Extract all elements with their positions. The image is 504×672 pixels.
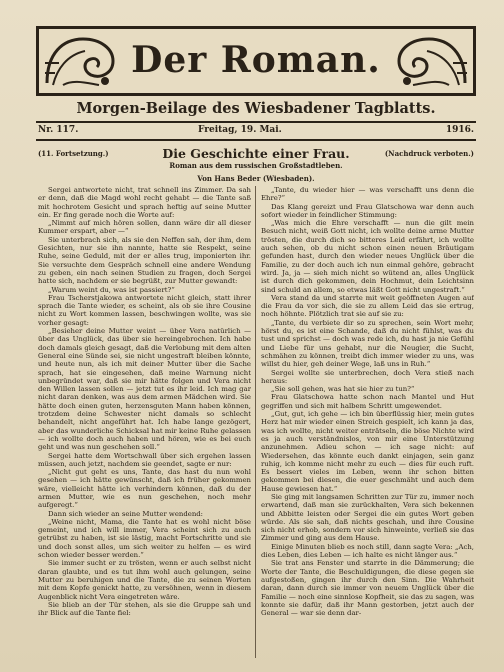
paragraph: Sergei wollte sie unterbrechen, doch Vera stieß nach heraus: [261, 368, 474, 385]
paragraph: Sergei hatte dem Wortschwall über sich ergehen lassen müssen, auch jetzt, nachdem sie geendet, sagte er nur: [38, 451, 251, 468]
header-rule-bottom [36, 139, 476, 141]
masthead-title: Der Roman. [131, 39, 381, 81]
right-column [261, 186, 474, 658]
paragraph: „Was mich die Ehre verschafft — nun die gilt mein Besuch nicht, weiß Gott nicht, ich wollte deine arme Mutter trösten, die durch dich so bitteres Leid erfährt, ich wollte auch sehen, ob du nicht schon einen neuen Bräutigam gefunden hast, durch den wieder neues Unglück über die Familie, zu der doch auch ich nun einmal gehöre, gebracht wird. Ja, ja — sieh mich nicht so wütend an, alles Unglück ist durch dich gekommen, dein Hochmut, dein Leichtsinn sind schuld an allem, so etwas läßt Gott nicht ungestraft.“ [261, 219, 474, 294]
paragraph: „Nicht gut geht es uns, Tante, das hast du nun wohl gesehen — ich hätte gewünscht, daß ich früher gekommen wäre, vielleicht hätte ich verhindern können, daß du der armen Mutter, wie es nun geschehen, noch mehr aufgeregt.“ [38, 468, 251, 510]
paragraph: „Tante, du wieder hier — was verschafft uns denn die Ehre?“ [261, 186, 474, 203]
paragraph: Sie unterbrach sich, als sie den Neffen sah, der ihm, dem Gesichten, nur sie ihn nannte, hatte sie Respekt, seine Ruhe, seine Geduld, mit der er alles trug, imponierten ihr. Sie versuchte dem Gespräch schnell eine andere Wendung zu geben, ein nach seinen Studien zu fragen, doch Sergei hatte sich, nachdem er sie begrüßt, zur Mutter gewandt: [38, 235, 251, 286]
paragraph: Dann sich wieder an seine Mutter wendend: [48, 509, 204, 518]
paragraph: Sie trat ans Fenster und starrte in die Dämmerung; die Worte der Tante, die Beschuldigungen, die diese gegen sie aufgestoßen, gingen ihr durch den Sinn. Die Wahrheit daran, dann durch sie immer von neuem Unglück über die Familie — noch eine sinnlose Kopfheit, sie das zu sagen, was konnte sie dafür, daß ihr Mann gestorben, jetzt auch der General — war sie denn dar- [261, 559, 474, 618]
paragraph: Sie blieb an der Tür stehen, als sie die Gruppe sah und ihr Blick auf die Tante fiel: [38, 600, 251, 618]
continuation-label: (11. Fortsetzung.) [38, 149, 109, 158]
right-ornament-icon [391, 33, 469, 89]
paragraph: „Sie soll gehen, was hat sie hier zu tun?“ [271, 385, 415, 394]
article-header [36, 146, 476, 176]
left-ornament-icon [43, 33, 121, 89]
issue-number: Nr. 117. [38, 125, 79, 135]
paragraph: „Gut, gut, ich gehe — ich bin überflüssig hier, mein gutes Herz hat mir wieder einen Streich gespielt, ich kann ja das, was ich wollte, nicht weiter enträtseln, die böse Nichte wird es ja auch verständnislos, von mir eine Unterstützung anzunehmen. Adieu schon — ich sage nicht: auf Wiedersehen, das könnte euch dankt einjagen, sein ganz ruhig, ich komme nicht mehr zu euch — dies für euch ruft. Es bessert vieles im Leben, wenn ihr schon bitten gekommen bei diesen, die euer geschmäht und auch dem Hause gewiesen hat.“ [261, 410, 474, 493]
paragraph: Das Klang gereizt und Frau Glatschowa war denn auch sofort wieder in feindlicher Stimmung: [261, 202, 474, 219]
issue-date: Freitag, 19. Mai. [198, 125, 282, 135]
paragraph: Vera stand da und starrte mit weit geöffneten Augen auf die Frau da vor sich, die sie zu allem Leid das sie ertrug, noch höhnte. Plötzlich trat sie auf sie zu: [261, 293, 474, 319]
issue-info-row [38, 125, 474, 139]
paragraph: „Tante, du verbiete dir so zu sprechen, sein Wort mehr, hörst du, es ist eine Schande, daß du nicht fühlst, was du tust und sprichst — doch was rede ich, du hast ja nie Gefühl und Liebe für uns gehabt, nur die Neugier, die Sucht, schmähen zu können, treibt dich immer wieder zu uns, was willst du hier, geh deiner Wege, laß uns in Ruh.“ [261, 318, 474, 369]
paragraph: „Warum weint du, was ist passiert?“ [48, 285, 175, 294]
paragraph: Sergei antwortete nicht, trat schnell ins Zimmer. Da sah er denn, daß die Magd wohl recht gehabt — die Tante saß mit hochrotem Gesicht und sprach heftig auf seine Mutter ein. Er fing gerade noch die Worte auf: [38, 186, 251, 219]
article-subtitle: Roman aus dem russischen Großstadtleben. [169, 161, 343, 170]
masthead-subtitle: Morgen-Beilage des Wiesbadener Tagblatts. [76, 100, 436, 117]
article-title: Die Geschichte einer Frau. [162, 146, 350, 161]
article-byline: Von Hans Beder (Wiesbaden). [197, 174, 315, 183]
header-rule-top [36, 121, 476, 123]
paragraph: „Besieher deine Mutter weint — über Vera natürlich — über das Unglück, das über sie hereingebrochen. Ich habe doch damals gleich gesagt, daß die Verlobung mit dem alten General eine Sünde sei, sie nicht ungestraft bleiben könnte, und heute nun, als ich mit deiner Mutter über die Sache sprach, hat sie eingesehen, daß meine Warnung nicht unbegründet war, daß sie mir hätte folgen und Vera nicht den Willen lassen sollen — jetzt tut es ihr leid. Ich mag gar nicht daran denken, was aus dem armen Mädchen wird. Sie hätte doch einen guten, herzensguten Mann haben können, trotzdem deine Schwester nicht damals so schlecht behandelt, nicht angeführt hat. Ich habe lange gezögert, aber das wunderliche Schicksal hat mir keine Ruhe gelassen — ich wollte doch auch haben und hören, wie es bei euch geht und was nun geschehen soll.“ [38, 327, 251, 452]
paragraph: „Nimmt auf mich hören sollen, dann wäre dir all dieser Kummer erspart, aber —“ [38, 219, 251, 236]
left-column [38, 186, 251, 658]
paragraph: Frau Glatschowa hatte schon nach Mantel und Hut gegriffen und sich mit halbem Schritt umgewendet. [261, 393, 474, 410]
issue-year: 1916. [445, 125, 474, 135]
paragraph: Frau Tscherstjakowa antwortete nicht gleich, statt ihrer sprach die Tante wieder, es scheint, als ob sie ihre Cousine nicht zu Wort kommen lassen, beschwingen wollte, was sie vorher gesagt: [38, 293, 251, 327]
paragraph: Sie ging mit langsamen Schritten zur Tür zu, immer noch erwartend, daß man sie zurückhalten, Vera sich bekennen und Abbitte leisten oder Sergei die ein gutes Wort geben würde. Als sie sah, daß nichts geschah, und ihre Cousine sich nicht erhob, sondern vor sich hinweinte, verließ sie das Zimmer und ging aus dem Hause. [261, 492, 474, 543]
reprint-note: (Nachdruck verboten.) [384, 149, 474, 158]
paragraph: „Weine nicht, Mama, die Tante hat es wohl nicht böse gemeint, und ich will immer, Vera scheint sich zu auch getrübst zu haben, ist sie lästig, macht Fortschritte und sie und doch sonst alles, um sich weiter zu helfen — es wird schon wieder besser werden.“ [38, 517, 251, 560]
paragraph: Einige Minuten blieb es noch still, dann sagte Vera: „Ach, dies Leben, dies Leben — ich halte es nicht länger aus.“ [261, 542, 474, 560]
masthead [36, 26, 476, 96]
article-columns [36, 186, 476, 658]
article [36, 146, 476, 658]
paragraph: Sie immer sucht er zu trösten, wenn er auch selbst nicht daran glaubte, und es tut ihm wohl auch gelungen, seine Mutter zu beruhigen und die Tante, die zu seinen Worten mit dem Kopfe genickt hatte, zu versöhnen, wenn in diesem Augenblick nicht Vera eingetreten wäre. [38, 559, 251, 601]
column-divider [255, 186, 256, 658]
